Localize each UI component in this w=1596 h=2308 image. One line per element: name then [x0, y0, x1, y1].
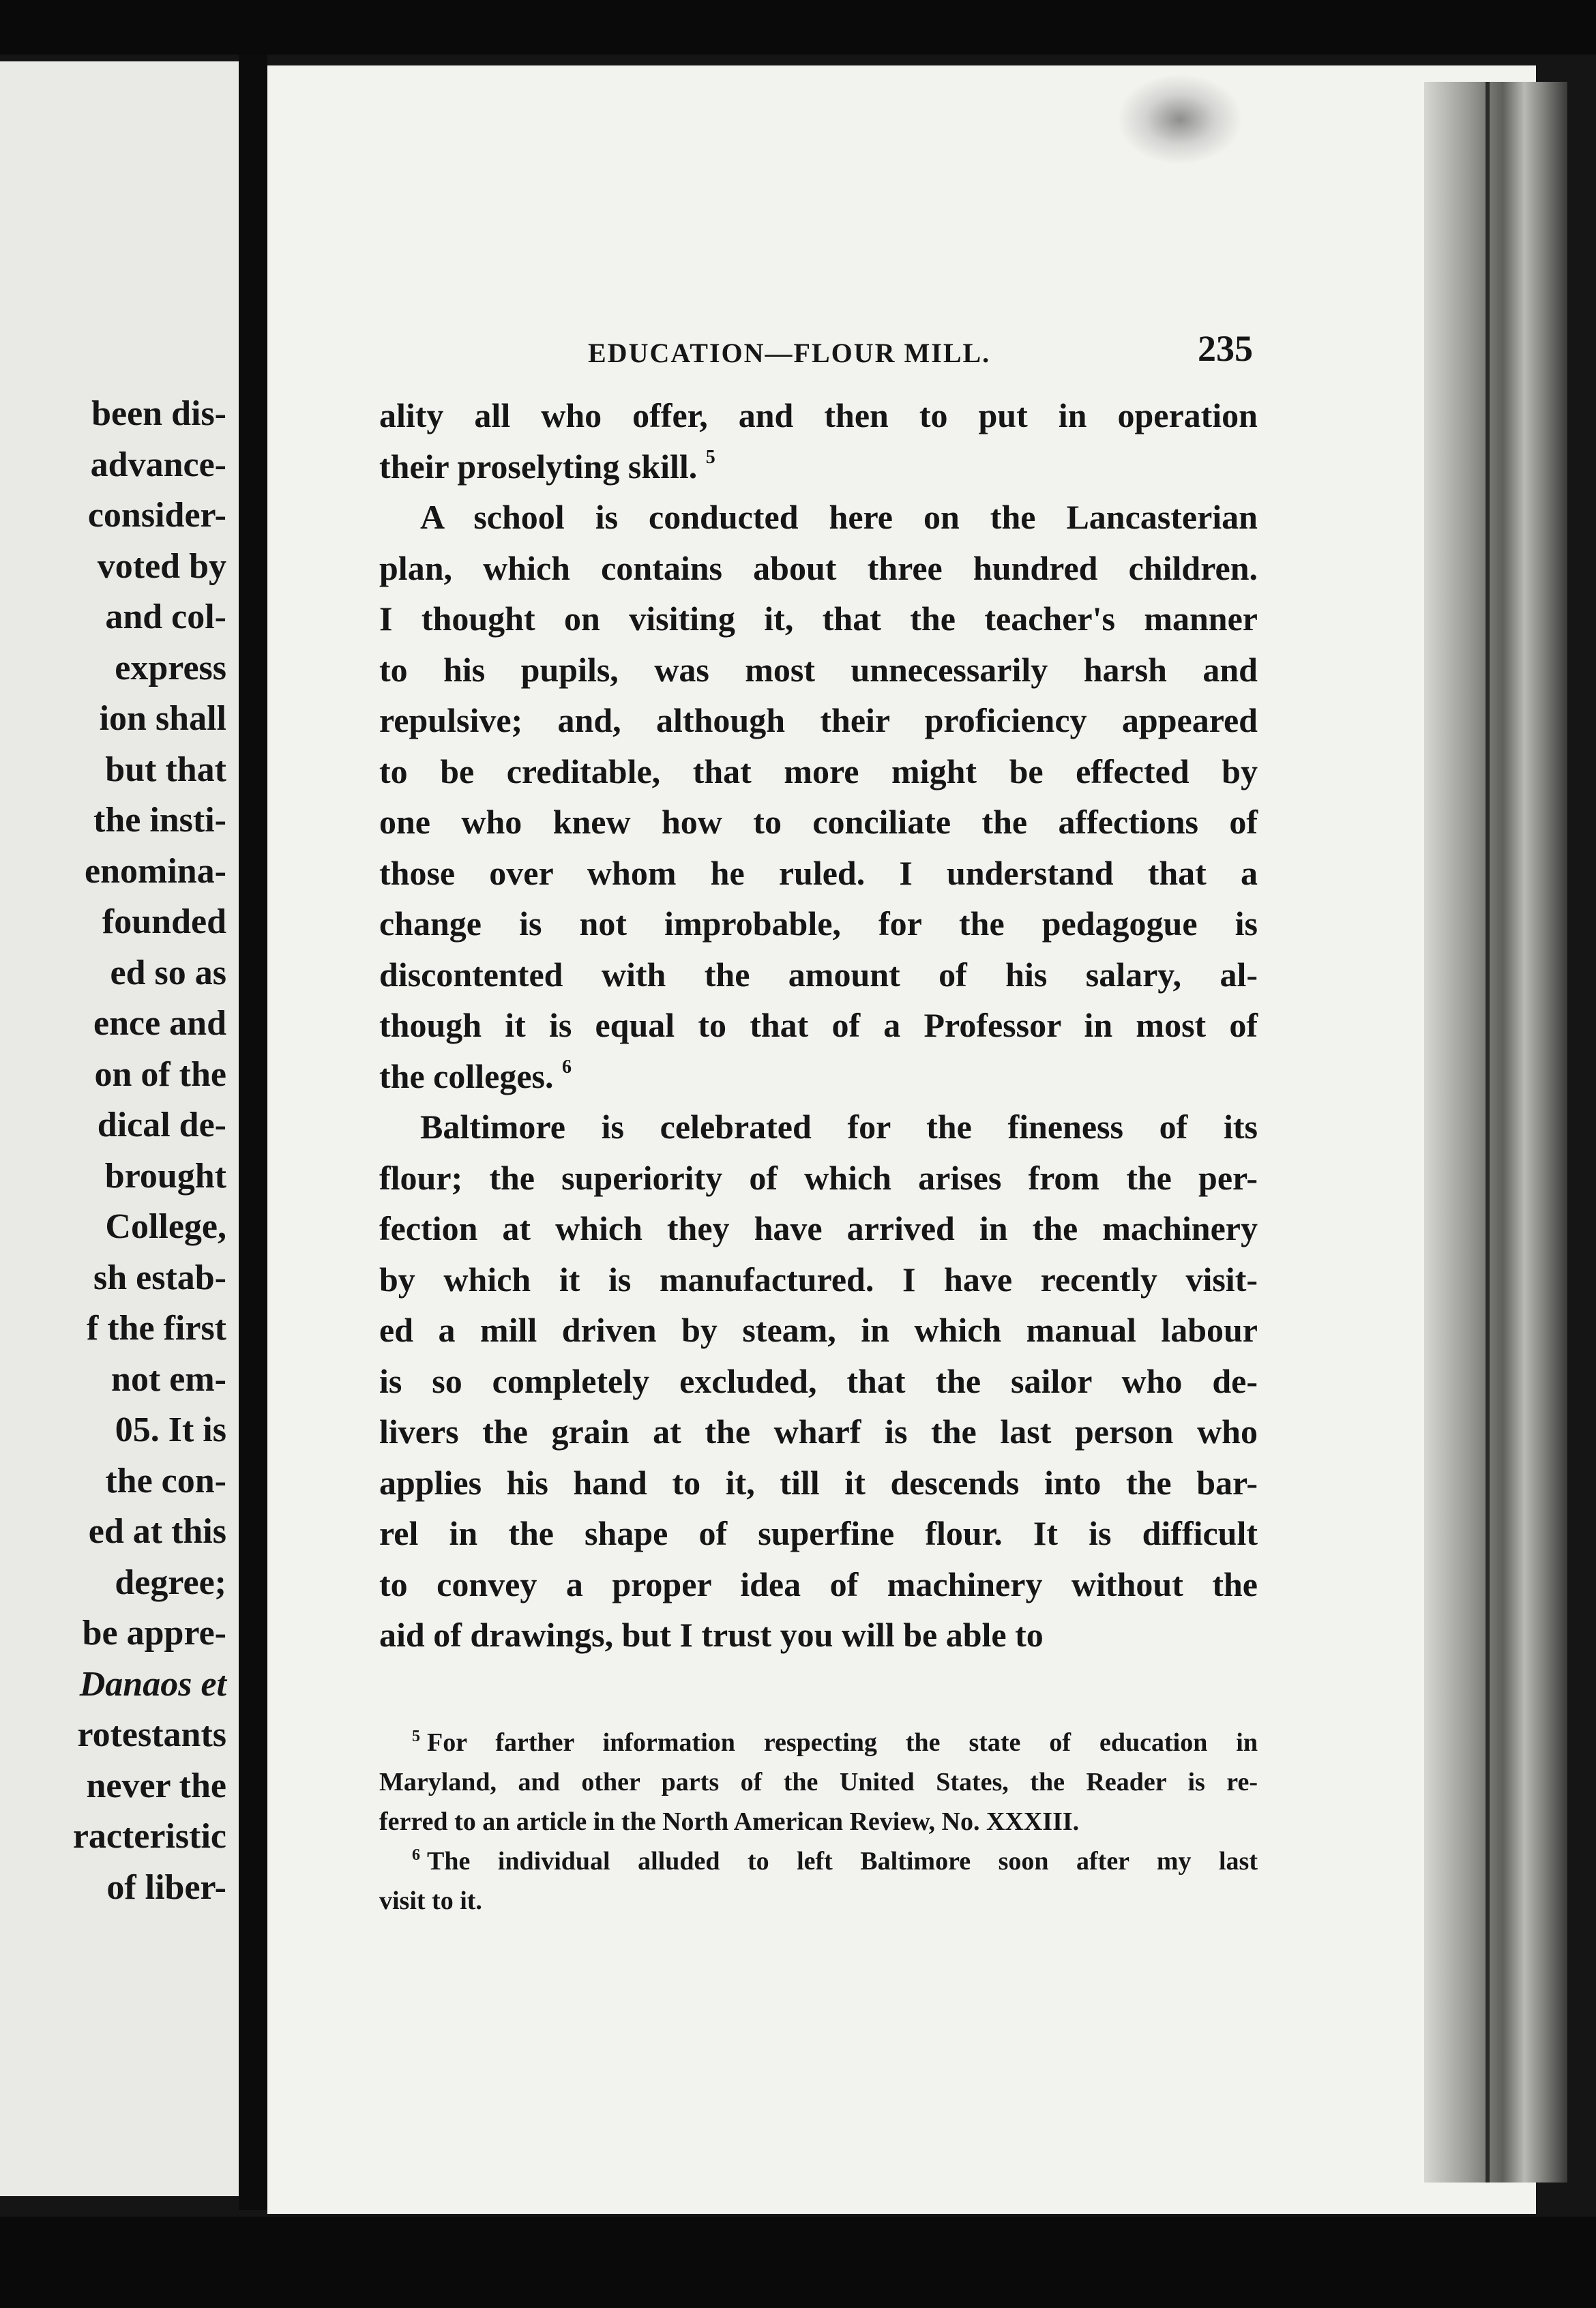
text-line: [379, 543, 1258, 594]
previous-page-line: on of the: [94, 1054, 226, 1094]
footnote-line: [379, 1881, 1258, 1921]
footnote-text: Maryland, and other parts of the United States, the Reader is re-: [379, 1768, 1258, 1796]
previous-page-line: Danaos et: [79, 1664, 226, 1704]
text-line: [379, 645, 1258, 696]
previous-page-line: the con-: [105, 1461, 226, 1500]
book-gutter: [239, 55, 267, 2210]
previous-page-line: not em-: [111, 1359, 226, 1399]
text-line-content: by which it is manufactured. I have recently visit-: [379, 1260, 1258, 1299]
scan-top-border: [0, 0, 1596, 55]
footnote-line: [379, 1762, 1258, 1802]
previous-page-text: [0, 389, 226, 1913]
text-line: [379, 1305, 1258, 1356]
text-line: [379, 1356, 1258, 1407]
text-line: [379, 441, 1258, 492]
previous-page-line: express: [115, 648, 226, 687]
text-line: [379, 1203, 1258, 1254]
previous-page-line: never the: [86, 1766, 226, 1805]
text-line-content: is so completely excluded, that the sailor who de-: [379, 1361, 1258, 1400]
previous-page-line: be appre-: [82, 1614, 226, 1653]
text-line-content: livers the grain at the wharf is the last person who: [379, 1412, 1258, 1451]
footnotes: [379, 1723, 1258, 1921]
footnote-text: visit to it.: [379, 1887, 482, 1915]
text-line-content: though it is equal to that of a Professor in most of: [379, 1006, 1258, 1044]
text-line-content: Baltimore is celebrated for the fineness of its: [420, 1108, 1258, 1146]
text-line: [379, 492, 1258, 543]
text-line: [379, 1254, 1258, 1305]
text-line-content: rel in the shape of superfine flour. It is difficult: [379, 1514, 1258, 1552]
previous-page-line: consider-: [87, 496, 226, 535]
text-line-content: ed a mill driven by steam, in which manual labour: [379, 1311, 1258, 1349]
text-line: [379, 695, 1258, 746]
footnote-line: [379, 1723, 1258, 1762]
previous-page-line: ed so as: [110, 953, 226, 992]
text-line: [379, 1458, 1258, 1509]
text-line-content: flour; the superiority of which arises from the per-: [379, 1158, 1258, 1197]
previous-page-line: ed at this: [88, 1512, 226, 1551]
scan-bottom-border: [0, 2217, 1596, 2308]
footnote-line: [379, 1802, 1258, 1841]
text-line: [379, 797, 1258, 848]
previous-page-line: racteristic: [72, 1817, 226, 1856]
footnote: [379, 1841, 1258, 1921]
footnote-text: ferred to an article in the North American Review, No. XXXIII.: [379, 1807, 1080, 1836]
previous-page-line: of liber-: [106, 1867, 226, 1907]
previous-page-line: 05. It is: [115, 1410, 226, 1449]
text-line-content: I thought on visiting it, that the teacher's manner: [379, 600, 1258, 638]
text-line: [379, 746, 1258, 797]
text-line-content: change is not improbable, for the pedagogue is: [379, 904, 1258, 943]
footnote-mark: 5: [412, 1728, 420, 1745]
text-line: [379, 1406, 1258, 1458]
text-line-content: their proselyting skill.: [379, 447, 698, 486]
text-line: [379, 1051, 1258, 1102]
footnote-reference: 5: [705, 446, 715, 468]
page-number: 235: [1198, 328, 1253, 369]
footnote: [379, 1723, 1258, 1841]
text-line-content: to be creditable, that more might be effected by: [379, 752, 1258, 790]
text-line-content: ality all who offer, and then to put in operation: [379, 396, 1258, 434]
ink-smudge: [1119, 75, 1241, 164]
previous-page-line: been dis-: [91, 394, 226, 433]
text-line: [379, 848, 1258, 899]
text-line-content: those over whom he ruled. I understand that a: [379, 853, 1258, 892]
previous-page-line: the insti-: [93, 801, 226, 840]
previous-page-line: enomina-: [85, 851, 226, 891]
previous-page-line: but that: [105, 750, 226, 789]
paragraph: [379, 390, 1258, 492]
paragraph: [379, 492, 1258, 1101]
previous-page-line: ion shall: [99, 699, 226, 738]
previous-page-line: rotestants: [77, 1715, 226, 1754]
text-line-content: A school is conducted here on the Lancasterian: [420, 498, 1258, 536]
previous-page-fragment: [0, 61, 239, 2196]
page-edges: [1424, 82, 1567, 2183]
text-line-content: plan, which contains about three hundred children.: [379, 548, 1258, 587]
text-line: [379, 1153, 1258, 1204]
text-line: [379, 898, 1258, 949]
running-head: EDUCATION—FLOUR MILL.: [588, 338, 991, 368]
previous-page-line: ence and: [93, 1004, 226, 1043]
text-line-content: fection at which they have arrived in the machinery: [379, 1209, 1258, 1247]
previous-page-line: advance-: [90, 445, 226, 484]
text-line: [379, 1101, 1258, 1153]
text-line-content: one who knew how to conciliate the affections of: [379, 803, 1258, 841]
page-body: [379, 390, 1258, 1661]
previous-page-line: degree;: [115, 1563, 226, 1602]
previous-page-line: f the first: [86, 1309, 226, 1348]
previous-page-line: voted by: [97, 546, 226, 586]
text-line: [379, 1000, 1258, 1051]
text-line: [379, 390, 1258, 441]
text-line-content: the colleges.: [379, 1056, 554, 1095]
previous-page-line: dical de-: [97, 1106, 226, 1144]
text-line-content: applies his hand to it, till it descends into the bar-: [379, 1463, 1258, 1502]
previous-page-line: and col-: [105, 597, 226, 636]
text-line-content: repulsive; and, although their proficiency appeared: [379, 701, 1258, 739]
text-line: [379, 1610, 1258, 1661]
footnote-mark: 6: [412, 1846, 420, 1864]
previous-page-line: sh estab-: [93, 1258, 226, 1297]
text-line-content: aid of drawings, but I trust you will be able to: [379, 1616, 1044, 1654]
text-line: [379, 1508, 1258, 1559]
footnote-text: For farther information respecting the state of education in: [427, 1728, 1258, 1757]
footnote-text: The individual alluded to left Baltimore soon after my last: [427, 1847, 1258, 1876]
text-line: [379, 949, 1258, 1001]
text-line: [379, 1559, 1258, 1610]
page-header: [588, 327, 1253, 375]
footnote-reference: 6: [561, 1056, 572, 1078]
text-line: [379, 593, 1258, 645]
previous-page-line: College,: [105, 1207, 226, 1246]
paragraph: [379, 1101, 1258, 1661]
previous-page-line: founded: [102, 902, 226, 941]
text-line-content: discontented with the amount of his salary, al-: [379, 955, 1258, 994]
text-line-content: to his pupils, was most unnecessarily harsh and: [379, 650, 1258, 689]
text-line-content: to convey a proper idea of machinery without the: [379, 1565, 1258, 1603]
previous-page-line: brought: [104, 1156, 226, 1196]
footnote-line: [379, 1841, 1258, 1881]
